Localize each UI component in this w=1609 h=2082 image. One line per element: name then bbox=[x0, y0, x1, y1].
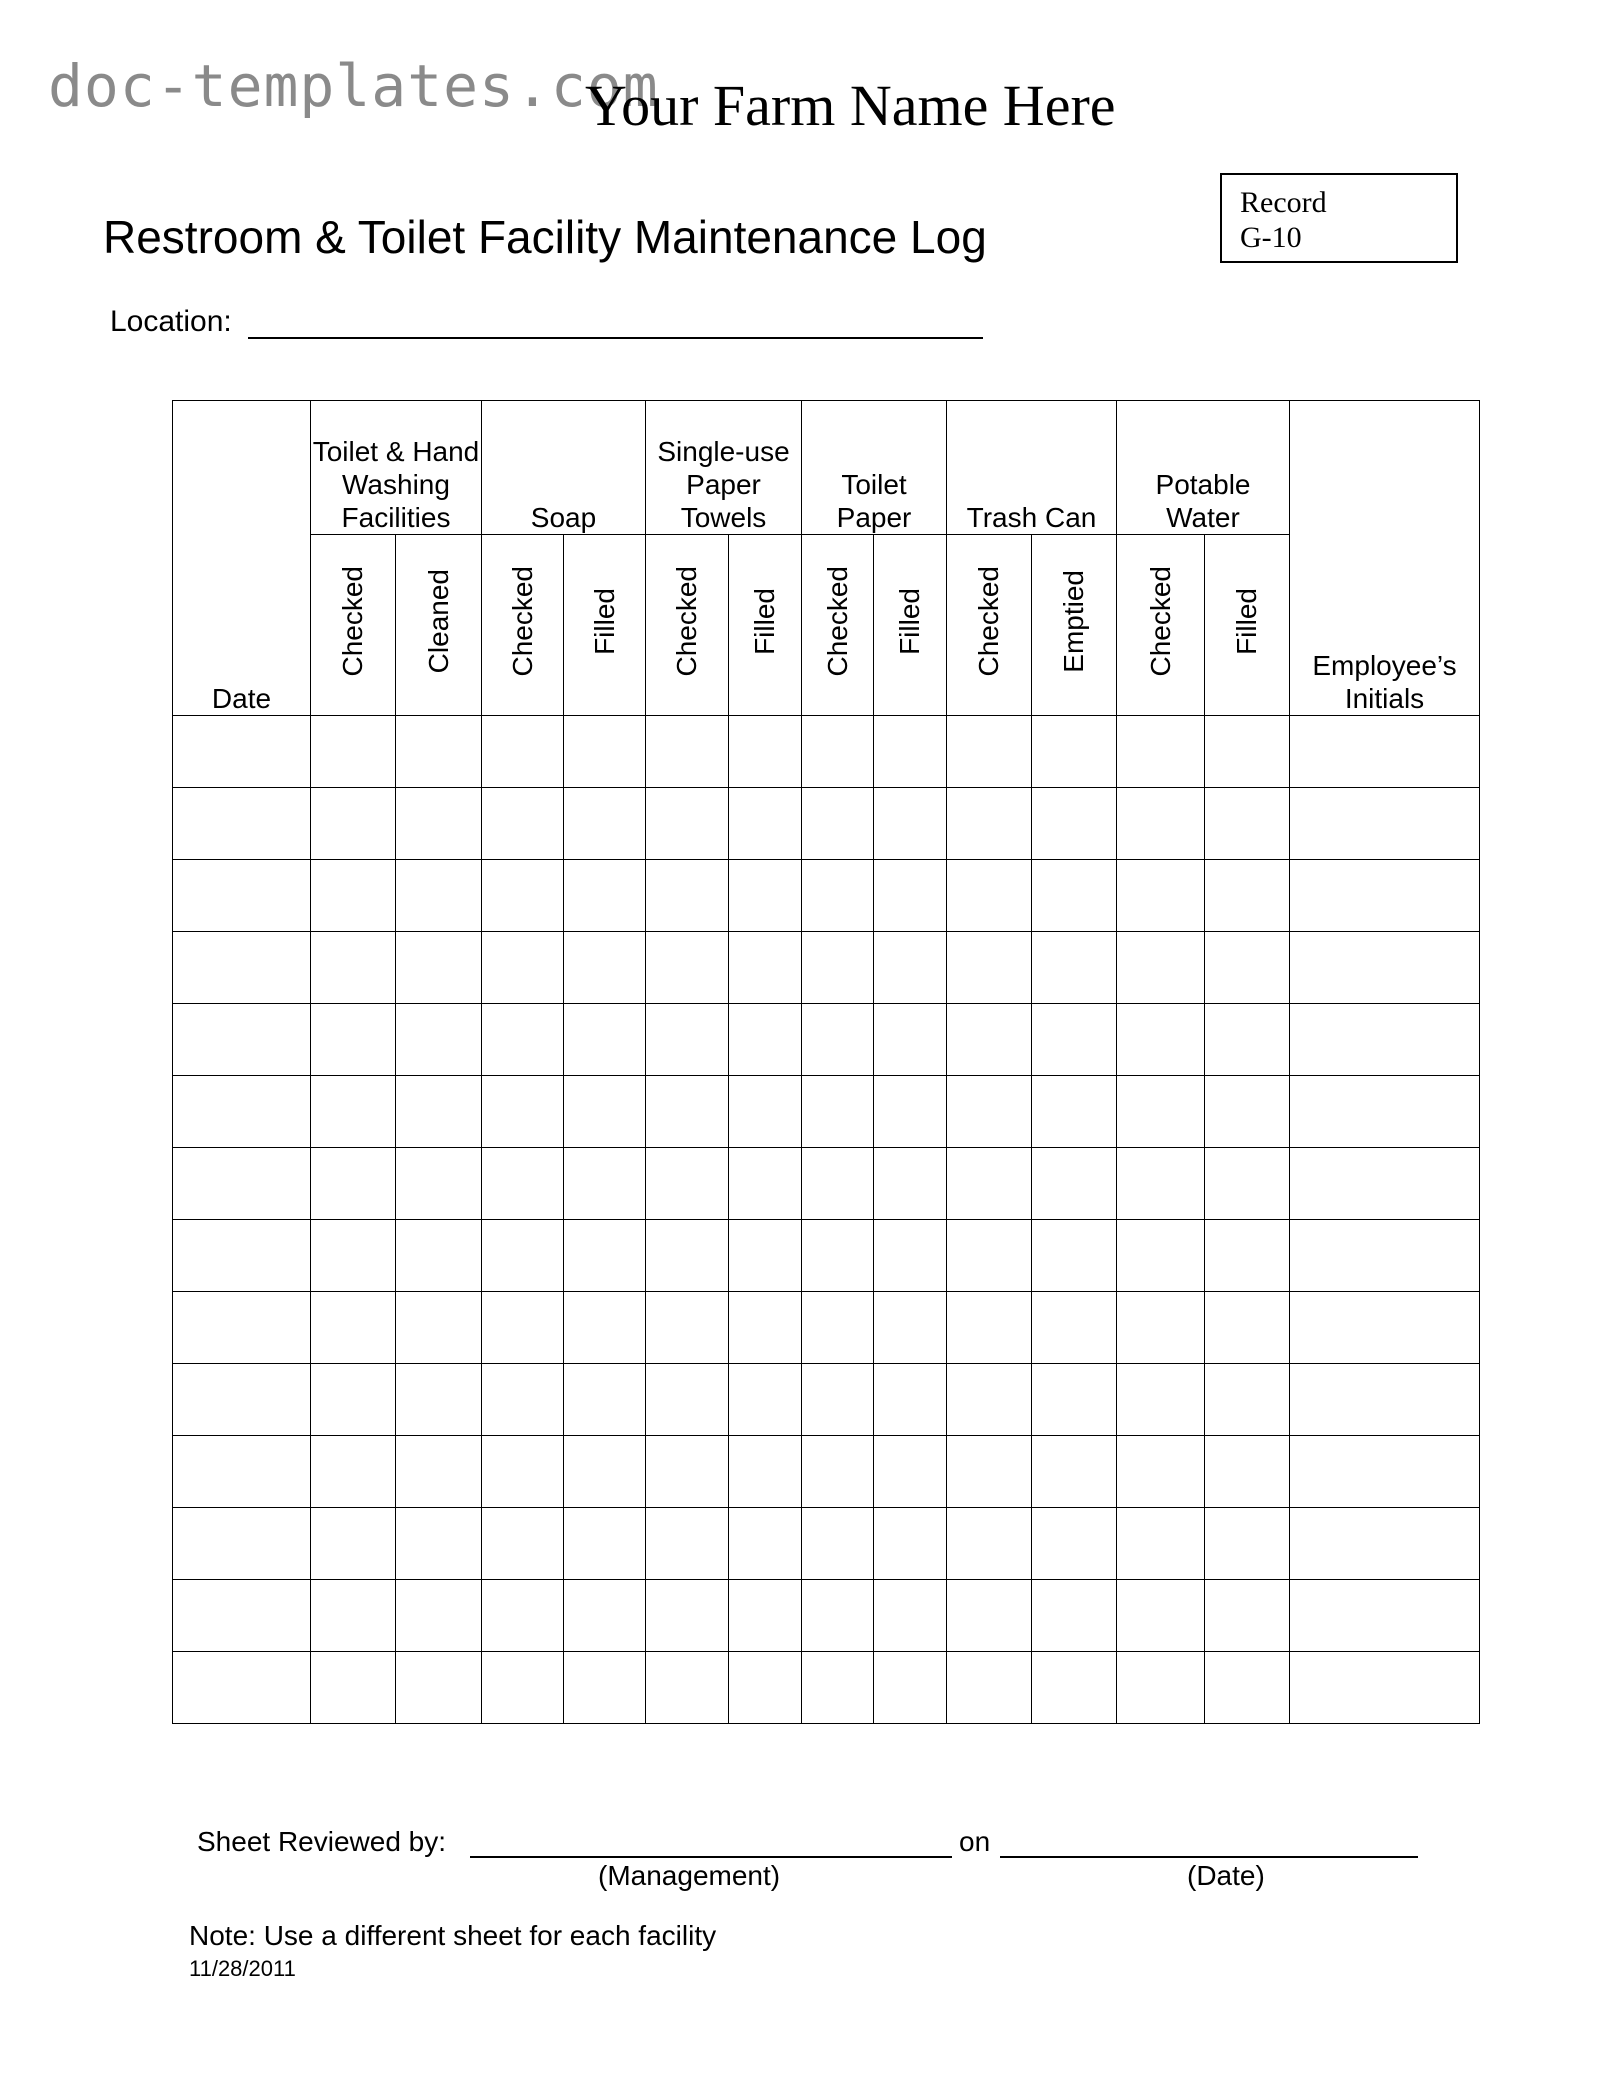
log-cell[interactable] bbox=[1290, 860, 1480, 932]
log-cell[interactable] bbox=[874, 1652, 947, 1724]
log-cell[interactable] bbox=[729, 860, 802, 932]
log-cell[interactable] bbox=[947, 860, 1032, 932]
table-row bbox=[173, 788, 1480, 860]
location-label: Location: bbox=[110, 305, 232, 338]
log-cell[interactable] bbox=[396, 860, 482, 932]
group-header: Trash Can bbox=[947, 401, 1117, 535]
sub-header bbox=[1032, 535, 1117, 716]
log-cell[interactable] bbox=[729, 788, 802, 860]
log-cell[interactable] bbox=[564, 1508, 646, 1580]
table-row bbox=[173, 1076, 1480, 1148]
log-cell[interactable] bbox=[646, 1436, 729, 1508]
log-cell[interactable] bbox=[564, 1292, 646, 1364]
log-cell[interactable] bbox=[802, 1364, 874, 1436]
log-cell[interactable] bbox=[311, 932, 396, 1004]
log-cell[interactable] bbox=[564, 1220, 646, 1292]
log-cell[interactable] bbox=[564, 932, 646, 1004]
log-cell[interactable] bbox=[311, 860, 396, 932]
log-cell[interactable] bbox=[874, 1220, 947, 1292]
log-cell[interactable] bbox=[482, 1148, 564, 1220]
log-cell[interactable] bbox=[1205, 788, 1290, 860]
log-cell[interactable] bbox=[396, 1580, 482, 1652]
log-cell[interactable] bbox=[1032, 1076, 1117, 1148]
log-cell[interactable] bbox=[482, 1580, 564, 1652]
log-cell[interactable] bbox=[1117, 932, 1205, 1004]
log-cell[interactable] bbox=[482, 788, 564, 860]
log-cell[interactable] bbox=[1032, 1652, 1117, 1724]
log-cell[interactable] bbox=[802, 788, 874, 860]
log-cell[interactable] bbox=[947, 932, 1032, 1004]
sub-header bbox=[874, 535, 947, 716]
log-cell[interactable] bbox=[396, 1652, 482, 1724]
log-cell[interactable] bbox=[482, 1436, 564, 1508]
log-cell[interactable] bbox=[396, 1076, 482, 1148]
log-cell[interactable] bbox=[1205, 1652, 1290, 1724]
log-cell[interactable] bbox=[947, 1652, 1032, 1724]
log-cell[interactable] bbox=[874, 1004, 947, 1076]
log-cell[interactable] bbox=[802, 932, 874, 1004]
table-row bbox=[173, 1364, 1480, 1436]
record-label: Record bbox=[1240, 186, 1327, 219]
log-cell[interactable] bbox=[947, 716, 1032, 788]
location-row bbox=[110, 305, 983, 339]
on-label: on bbox=[959, 1826, 991, 1857]
log-cell[interactable] bbox=[1205, 1292, 1290, 1364]
log-cell[interactable] bbox=[311, 1148, 396, 1220]
log-cell[interactable] bbox=[564, 1364, 646, 1436]
log-cell[interactable] bbox=[1205, 860, 1290, 932]
log-cell[interactable] bbox=[482, 1652, 564, 1724]
log-cell[interactable] bbox=[173, 716, 311, 788]
log-cell[interactable] bbox=[311, 716, 396, 788]
log-cell[interactable] bbox=[396, 1220, 482, 1292]
log-cell[interactable] bbox=[802, 1436, 874, 1508]
log-cell[interactable] bbox=[646, 1652, 729, 1724]
log-cell[interactable] bbox=[173, 1508, 311, 1580]
record-number: G-10 bbox=[1240, 221, 1302, 254]
log-cell[interactable] bbox=[564, 1076, 646, 1148]
log-cell[interactable] bbox=[646, 1076, 729, 1148]
sub-header-label: Checked bbox=[973, 566, 1004, 677]
log-cell[interactable] bbox=[311, 1364, 396, 1436]
log-cell[interactable] bbox=[311, 1292, 396, 1364]
log-cell[interactable] bbox=[1032, 1292, 1117, 1364]
log-cell[interactable] bbox=[646, 1580, 729, 1652]
log-cell[interactable] bbox=[311, 1076, 396, 1148]
log-cell[interactable] bbox=[1205, 932, 1290, 1004]
log-cell[interactable] bbox=[396, 788, 482, 860]
log-cell[interactable] bbox=[947, 1148, 1032, 1220]
log-cell[interactable] bbox=[564, 788, 646, 860]
log-cell[interactable] bbox=[396, 1148, 482, 1220]
sub-header-label: Checked bbox=[671, 566, 702, 677]
log-cell[interactable] bbox=[173, 1580, 311, 1652]
table-row bbox=[173, 1004, 1480, 1076]
table-row bbox=[173, 1220, 1480, 1292]
log-cell[interactable] bbox=[646, 860, 729, 932]
sub-header-label: Checked bbox=[821, 566, 853, 677]
log-cell[interactable] bbox=[1290, 1436, 1480, 1508]
log-cell[interactable] bbox=[396, 1436, 482, 1508]
log-cell[interactable] bbox=[311, 788, 396, 860]
log-cell[interactable] bbox=[802, 1076, 874, 1148]
log-cell[interactable] bbox=[1290, 1004, 1480, 1076]
log-cell[interactable] bbox=[564, 716, 646, 788]
log-cell[interactable] bbox=[1205, 1076, 1290, 1148]
reviewed-by-label: Sheet Reviewed by: bbox=[197, 1826, 447, 1857]
log-cell[interactable] bbox=[1032, 860, 1117, 932]
log-cell[interactable] bbox=[564, 1652, 646, 1724]
log-cell[interactable] bbox=[1290, 932, 1480, 1004]
record-box bbox=[1220, 173, 1458, 263]
sub-header bbox=[729, 535, 802, 716]
log-cell[interactable] bbox=[947, 1364, 1032, 1436]
log-cell[interactable] bbox=[646, 716, 729, 788]
log-cell[interactable] bbox=[564, 860, 646, 932]
log-cell[interactable] bbox=[947, 1076, 1032, 1148]
log-cell[interactable] bbox=[729, 1076, 802, 1148]
log-cell[interactable] bbox=[482, 1508, 564, 1580]
log-cell[interactable] bbox=[802, 1004, 874, 1076]
log-cell[interactable] bbox=[482, 1292, 564, 1364]
log-cell[interactable] bbox=[1205, 1580, 1290, 1652]
log-cell[interactable] bbox=[729, 1580, 802, 1652]
log-cell[interactable] bbox=[482, 1220, 564, 1292]
log-cell[interactable] bbox=[646, 932, 729, 1004]
date-header: Date bbox=[173, 401, 311, 716]
log-cell[interactable] bbox=[874, 860, 947, 932]
log-cell[interactable] bbox=[802, 860, 874, 932]
table-row bbox=[173, 1652, 1480, 1724]
log-cell[interactable] bbox=[482, 932, 564, 1004]
log-cell[interactable] bbox=[173, 1148, 311, 1220]
log-cell[interactable] bbox=[874, 1292, 947, 1364]
log-cell[interactable] bbox=[729, 1004, 802, 1076]
log-cell[interactable] bbox=[729, 1436, 802, 1508]
log-cell[interactable] bbox=[173, 1436, 311, 1508]
log-cell[interactable] bbox=[173, 860, 311, 932]
log-cell[interactable] bbox=[1205, 1148, 1290, 1220]
log-cell[interactable] bbox=[1032, 788, 1117, 860]
sub-header bbox=[482, 535, 564, 716]
log-cell[interactable] bbox=[564, 1148, 646, 1220]
log-cell[interactable] bbox=[1032, 716, 1117, 788]
group-header: Single-use Paper Towels bbox=[646, 401, 802, 535]
log-cell[interactable] bbox=[1290, 1148, 1480, 1220]
initials-header: Employee’s Initials bbox=[1290, 401, 1480, 716]
sub-header bbox=[646, 535, 729, 716]
log-cell[interactable] bbox=[646, 788, 729, 860]
log-cell[interactable] bbox=[1290, 788, 1480, 860]
log-cell[interactable] bbox=[311, 1652, 396, 1724]
log-cell[interactable] bbox=[396, 1364, 482, 1436]
log-cell[interactable] bbox=[874, 1364, 947, 1436]
log-cell[interactable] bbox=[1290, 1508, 1480, 1580]
log-cell[interactable] bbox=[311, 1508, 396, 1580]
log-cell[interactable] bbox=[1032, 1004, 1117, 1076]
log-cell[interactable] bbox=[396, 1004, 482, 1076]
sub-header-label: Checked bbox=[506, 566, 538, 677]
table-row bbox=[173, 1580, 1480, 1652]
table-row bbox=[173, 932, 1480, 1004]
log-cell[interactable] bbox=[1205, 1004, 1290, 1076]
table-row bbox=[173, 1292, 1480, 1364]
farm-name: Your Farm Name Here bbox=[585, 73, 1116, 138]
sub-header bbox=[396, 535, 482, 716]
version-date: 11/28/2011 bbox=[189, 1956, 296, 1981]
sub-header bbox=[802, 535, 874, 716]
log-cell[interactable] bbox=[173, 1004, 311, 1076]
table-row bbox=[173, 1436, 1480, 1508]
log-cell[interactable] bbox=[482, 1364, 564, 1436]
log-cell[interactable] bbox=[1290, 1076, 1480, 1148]
log-cell[interactable] bbox=[947, 1508, 1032, 1580]
log-cell[interactable] bbox=[482, 860, 564, 932]
sub-header-label: Filled bbox=[894, 588, 925, 655]
log-cell[interactable] bbox=[874, 1508, 947, 1580]
log-cell[interactable] bbox=[874, 1436, 947, 1508]
log-cell[interactable] bbox=[173, 1652, 311, 1724]
log-cell[interactable] bbox=[1205, 1220, 1290, 1292]
form-title: Restroom & Toilet Facility Maintenance Log bbox=[103, 211, 987, 263]
log-cell[interactable] bbox=[646, 1148, 729, 1220]
log-cell[interactable] bbox=[1205, 716, 1290, 788]
sub-header bbox=[564, 535, 646, 716]
sub-header bbox=[311, 535, 396, 716]
log-cell[interactable] bbox=[396, 1508, 482, 1580]
log-cell[interactable] bbox=[1205, 1364, 1290, 1436]
log-cell[interactable] bbox=[646, 1220, 729, 1292]
log-cell[interactable] bbox=[947, 788, 1032, 860]
log-cell[interactable] bbox=[1117, 1148, 1205, 1220]
log-cell[interactable] bbox=[1032, 1508, 1117, 1580]
log-cell[interactable] bbox=[729, 1148, 802, 1220]
log-cell[interactable] bbox=[1032, 932, 1117, 1004]
log-cell[interactable] bbox=[802, 1148, 874, 1220]
log-cell[interactable] bbox=[173, 1220, 311, 1292]
log-cell[interactable] bbox=[646, 1508, 729, 1580]
sub-header-label: Emptied bbox=[1058, 570, 1089, 673]
log-cell[interactable] bbox=[1032, 1436, 1117, 1508]
log-cell[interactable] bbox=[646, 1292, 729, 1364]
log-cell[interactable] bbox=[802, 1292, 874, 1364]
log-cell[interactable] bbox=[874, 932, 947, 1004]
log-cell[interactable] bbox=[729, 1508, 802, 1580]
group-header: Toilet & Hand Washing Facilities bbox=[311, 401, 482, 535]
log-cell[interactable] bbox=[564, 1436, 646, 1508]
management-signature-field[interactable] bbox=[470, 1856, 952, 1858]
maintenance-log-table bbox=[172, 400, 1480, 1724]
log-cell[interactable] bbox=[1032, 1220, 1117, 1292]
log-cell[interactable] bbox=[947, 1004, 1032, 1076]
sub-header-label: Checked bbox=[337, 566, 368, 677]
log-cell[interactable] bbox=[1117, 1580, 1205, 1652]
log-cell[interactable] bbox=[729, 1220, 802, 1292]
log-cell[interactable] bbox=[1290, 1580, 1480, 1652]
log-cell[interactable] bbox=[173, 932, 311, 1004]
log-cell[interactable] bbox=[173, 1364, 311, 1436]
date-caption: (Date) bbox=[1187, 1860, 1265, 1891]
log-cell[interactable] bbox=[311, 1436, 396, 1508]
log-cell[interactable] bbox=[396, 1292, 482, 1364]
log-cell[interactable] bbox=[1117, 1364, 1205, 1436]
log-cell[interactable] bbox=[1117, 788, 1205, 860]
log-cell[interactable] bbox=[396, 932, 482, 1004]
log-cell[interactable] bbox=[874, 1076, 947, 1148]
log-cell[interactable] bbox=[1290, 716, 1480, 788]
log-cell[interactable] bbox=[173, 1292, 311, 1364]
log-cell[interactable] bbox=[1117, 860, 1205, 932]
log-cell[interactable] bbox=[874, 1580, 947, 1652]
management-caption: (Management) bbox=[598, 1860, 781, 1891]
log-cell[interactable] bbox=[482, 1076, 564, 1148]
sub-header bbox=[1117, 535, 1205, 716]
table-row bbox=[173, 860, 1480, 932]
watermark: doc-templates.com bbox=[48, 52, 659, 120]
log-cell[interactable] bbox=[564, 1580, 646, 1652]
log-cell[interactable] bbox=[1205, 1436, 1290, 1508]
log-cell[interactable] bbox=[1117, 1652, 1205, 1724]
log-cell[interactable] bbox=[1117, 1004, 1205, 1076]
log-cell[interactable] bbox=[173, 1076, 311, 1148]
log-cell[interactable] bbox=[1117, 1292, 1205, 1364]
log-cell[interactable] bbox=[564, 1004, 646, 1076]
log-cell[interactable] bbox=[874, 788, 947, 860]
group-header: Soap bbox=[482, 401, 646, 535]
log-cell[interactable] bbox=[1117, 1076, 1205, 1148]
log-cell[interactable] bbox=[1205, 1508, 1290, 1580]
table-row bbox=[173, 1508, 1480, 1580]
sub-header bbox=[1205, 535, 1290, 716]
log-cell[interactable] bbox=[874, 1148, 947, 1220]
table-row bbox=[173, 1148, 1480, 1220]
log-cell[interactable] bbox=[1032, 1580, 1117, 1652]
log-cell[interactable] bbox=[802, 1580, 874, 1652]
log-cell[interactable] bbox=[802, 1508, 874, 1580]
sub-header-label: Checked bbox=[1144, 566, 1176, 677]
group-header: Toilet Paper bbox=[802, 401, 947, 535]
sub-header bbox=[947, 535, 1032, 716]
log-cell[interactable] bbox=[311, 1220, 396, 1292]
log-cell[interactable] bbox=[874, 716, 947, 788]
log-cell[interactable] bbox=[1117, 716, 1205, 788]
log-cell[interactable] bbox=[1290, 1652, 1480, 1724]
log-cell[interactable] bbox=[729, 932, 802, 1004]
log-cell[interactable] bbox=[1290, 1364, 1480, 1436]
review-date-field[interactable] bbox=[1000, 1856, 1418, 1858]
log-cell[interactable] bbox=[311, 1004, 396, 1076]
log-cell[interactable] bbox=[1117, 1436, 1205, 1508]
log-cell[interactable] bbox=[1117, 1508, 1205, 1580]
log-cell[interactable] bbox=[1290, 1220, 1480, 1292]
log-cell[interactable] bbox=[482, 716, 564, 788]
log-cell[interactable] bbox=[729, 1364, 802, 1436]
log-cell[interactable] bbox=[396, 716, 482, 788]
log-cell[interactable] bbox=[729, 1652, 802, 1724]
sub-header-label: Cleaned bbox=[422, 569, 454, 674]
log-cell[interactable] bbox=[646, 1004, 729, 1076]
log-cell[interactable] bbox=[947, 1436, 1032, 1508]
table-row bbox=[173, 716, 1480, 788]
log-cell[interactable] bbox=[947, 1220, 1032, 1292]
group-header: Potable Water bbox=[1117, 401, 1290, 535]
log-cell[interactable] bbox=[1290, 1292, 1480, 1364]
facility-note: Note: Use a different sheet for each facility bbox=[189, 1920, 717, 1951]
log-cell[interactable] bbox=[1032, 1148, 1117, 1220]
log-cell[interactable] bbox=[173, 788, 311, 860]
log-cell[interactable] bbox=[947, 1292, 1032, 1364]
sub-header-label: Filled bbox=[749, 588, 780, 655]
log-cell[interactable] bbox=[729, 716, 802, 788]
log-cell[interactable] bbox=[802, 1220, 874, 1292]
log-cell[interactable] bbox=[802, 716, 874, 788]
log-cell[interactable] bbox=[802, 1652, 874, 1724]
log-cell[interactable] bbox=[1032, 1364, 1117, 1436]
log-cell[interactable] bbox=[947, 1580, 1032, 1652]
log-cell[interactable] bbox=[1117, 1220, 1205, 1292]
log-cell[interactable] bbox=[482, 1004, 564, 1076]
log-cell[interactable] bbox=[311, 1580, 396, 1652]
sub-header-label: Filled bbox=[588, 588, 620, 655]
location-field[interactable] bbox=[248, 309, 983, 339]
sub-header-label: Filled bbox=[1231, 588, 1262, 655]
log-cell[interactable] bbox=[729, 1292, 802, 1364]
log-cell[interactable] bbox=[646, 1364, 729, 1436]
